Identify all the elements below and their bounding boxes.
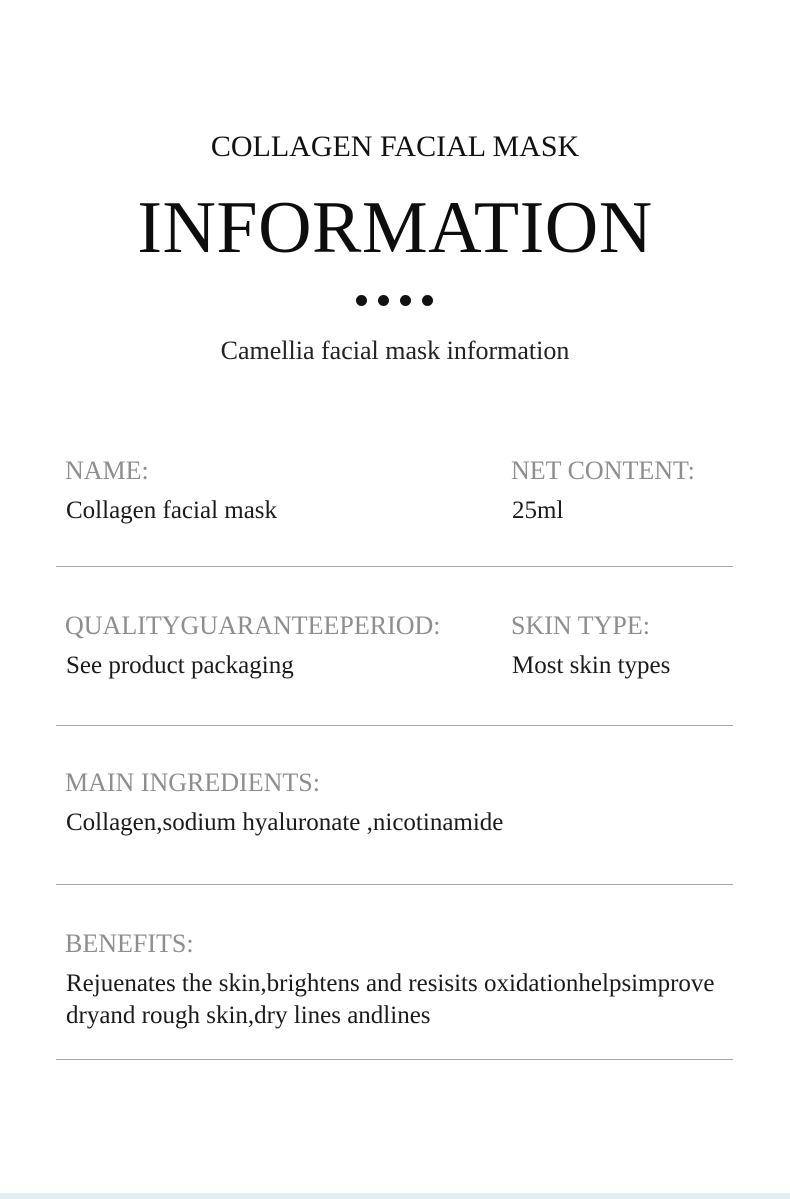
quality-period-value: See product packaging [66,652,294,679]
divider [56,566,733,567]
skin-type-value: Most skin types [512,652,671,679]
ingredients-value: Collagen,sodium hyaluronate ,nicotinamide [66,809,504,836]
divider [56,884,733,885]
skin-type-label: SKIN TYPE: [511,611,650,640]
dot-icon [356,295,367,306]
net-content-label: NET CONTENT: [511,456,695,485]
benefits-label: BENEFITS: [65,929,194,958]
ingredients-label: MAIN INGREDIENTS: [65,768,320,797]
page-title: INFORMATION [137,187,653,269]
name-value: Collagen facial mask [66,497,278,524]
divider [56,725,733,726]
page-caption: Camellia facial mask information [220,336,570,365]
quality-period-label: QUALITYGUARANTEEPERIOD: [65,611,441,640]
dot-icon [378,295,389,306]
dot-icon [422,295,433,306]
decorative-dots [356,295,433,306]
divider [56,1059,733,1060]
benefits-value-line-2: dryand rough skin,dry lines andlines [66,1002,431,1029]
net-content-value: 25ml [512,497,564,524]
product-subtitle: COLLAGEN FACIAL MASK [210,130,580,163]
dot-icon [400,295,411,306]
bottom-edge-strip [0,1193,790,1199]
benefits-value-line-1: Rejuenates the skin,brightens and resisits oxidationhelpsimprove [66,970,715,997]
name-label: NAME: [65,456,149,485]
